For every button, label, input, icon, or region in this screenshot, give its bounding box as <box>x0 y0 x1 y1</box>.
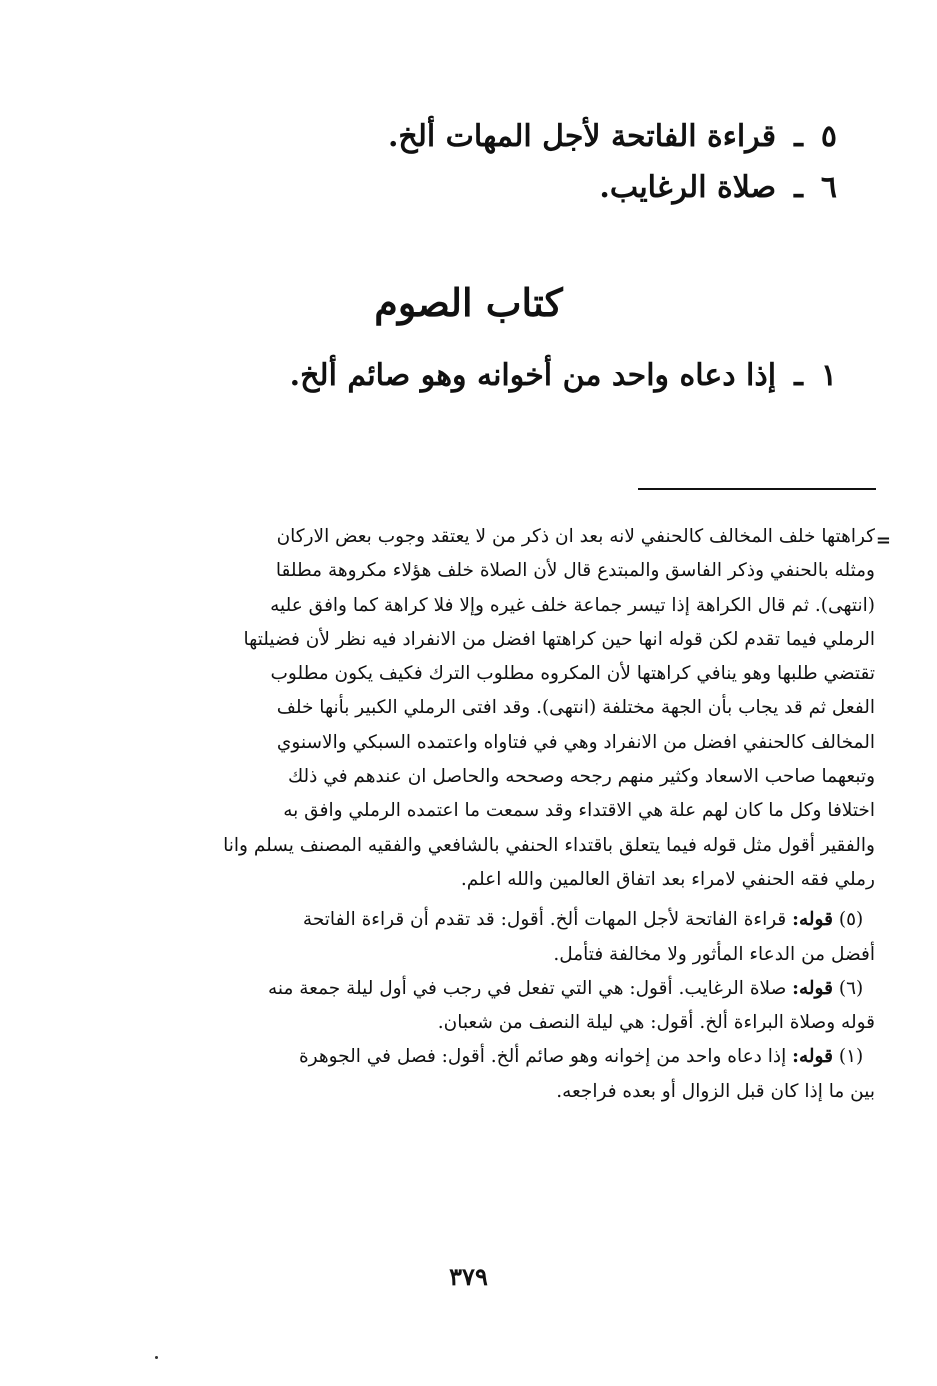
item-dash: ـ <box>794 119 803 154</box>
footnote-text: إذا دعاه واحد من إخوانه وهو صائم ألخ. أقول: فصل في الجوهرة <box>298 1046 787 1068</box>
footnote-marker: (٥) <box>838 909 864 931</box>
footnote-text: صلاة الرغايب. أقول: هي التي تفعل في رجب في أول ليلة جمعة منه <box>267 977 787 999</box>
footnote-line: ومثله بالحنفي وذكر الفاسق والمبتدع قال لأن الصلاة خلف هؤلاء مكروهة مطلقا <box>275 560 875 582</box>
footnote-6-line: قوله وصلاة البراءة ألخ. أقول: هي ليلة النصف من شعبان. <box>437 1012 875 1034</box>
chapter-title: كتاب الصوم <box>374 280 563 325</box>
footnote-line: المخالف كالحنفي افضل من الانفراد وهي في فتاواه واعتمده السبكي والاسنوي <box>276 731 875 753</box>
footnote-5-line: أفضل من الدعاء المأثور ولا مخالفة فتأمل. <box>553 943 875 965</box>
footnote-continuation-mark: = <box>875 530 891 551</box>
footnote-5-line <box>115 903 875 937</box>
footnote-line: اختلافا وكل ما كان لهم علة هي الاقتداء وقد سمعت ما اعتمده الرملي وافق به <box>283 800 875 822</box>
chapter-item-1 <box>290 356 837 396</box>
scan-speck <box>155 1356 158 1359</box>
item-dash: ـ <box>794 358 803 393</box>
footnote-1-line: بين ما إذا كان قبل الزوال أو بعده فراجعه. <box>556 1080 875 1102</box>
footnote-marker: (١) <box>838 1046 864 1068</box>
footnote-line: تقتضي طلبها وهو ينافي كراهتها لأن المكروه مطلوب الترك فكيف يكون مطلوب <box>270 663 875 685</box>
main-item-5 <box>388 117 837 157</box>
item-number: ٥ <box>820 119 837 154</box>
footnote-6-line <box>115 972 875 1006</box>
item-number: ١ <box>820 358 837 393</box>
footnote-line: رملي فقه الحنفي لامراء بعد اتفاق العالمين والله اعلم. <box>460 868 875 890</box>
footnotes-block <box>115 520 875 1109</box>
footnote-line: (انتهى). ثم قال الكراهة إذا تيسر جماعة خلف غيره وإلا فلا كراهة كما وافق عليه <box>270 594 875 616</box>
footnote-marker: (٦) <box>838 977 864 999</box>
item-dash: ـ <box>794 170 803 205</box>
footnote-label: قوله: <box>792 1046 833 1068</box>
footnote-line: والفقير أقول مثل قوله فيما يتعلق باقتداء الحنفي بالشافعي والفقيه المصنف يسلم وانا <box>223 834 875 856</box>
footnote-text: قراءة الفاتحة لأجل المهات ألخ. أقول: قد تقدم أن قراءة الفاتحة <box>302 909 787 931</box>
footnote-line: كراهتها خلف المخالف كالحنفي لانه بعد ان ذكر من لا يعتقد وجوب بعض الاركان <box>276 526 875 547</box>
item-text: صلاة الرغايب. <box>599 170 777 205</box>
footnote-line: الفعل ثم قد يجاب بأن الجهة مختلفة (انتهى). وقد افتى الرملي الكبير بأنها خلف <box>276 697 875 719</box>
main-item-6 <box>599 168 837 208</box>
item-text: قراءة الفاتحة لأجل المهات ألخ. <box>387 119 777 154</box>
footnote-line: الرملي فيما تقدم لكن قوله انها حين كراهتها افضل من الانفراد فيه نظر لأن فضيلتها <box>243 628 875 650</box>
footnote-line: وتبعهما صاحب الاسعاد وكثير منهم رجحه وصححه والحاصل ان عندهم في ذلك <box>287 766 875 788</box>
footnote-separator-rule <box>638 488 876 490</box>
page-number: ٣٧٩ <box>449 1262 488 1291</box>
footnote-label: قوله: <box>792 909 833 931</box>
footnote-1-line <box>115 1040 875 1074</box>
item-number: ٦ <box>820 170 837 205</box>
item-text: إذا دعاه واحد من أخوانه وهو صائم ألخ. <box>289 358 777 393</box>
footnote-label: قوله: <box>792 977 833 999</box>
